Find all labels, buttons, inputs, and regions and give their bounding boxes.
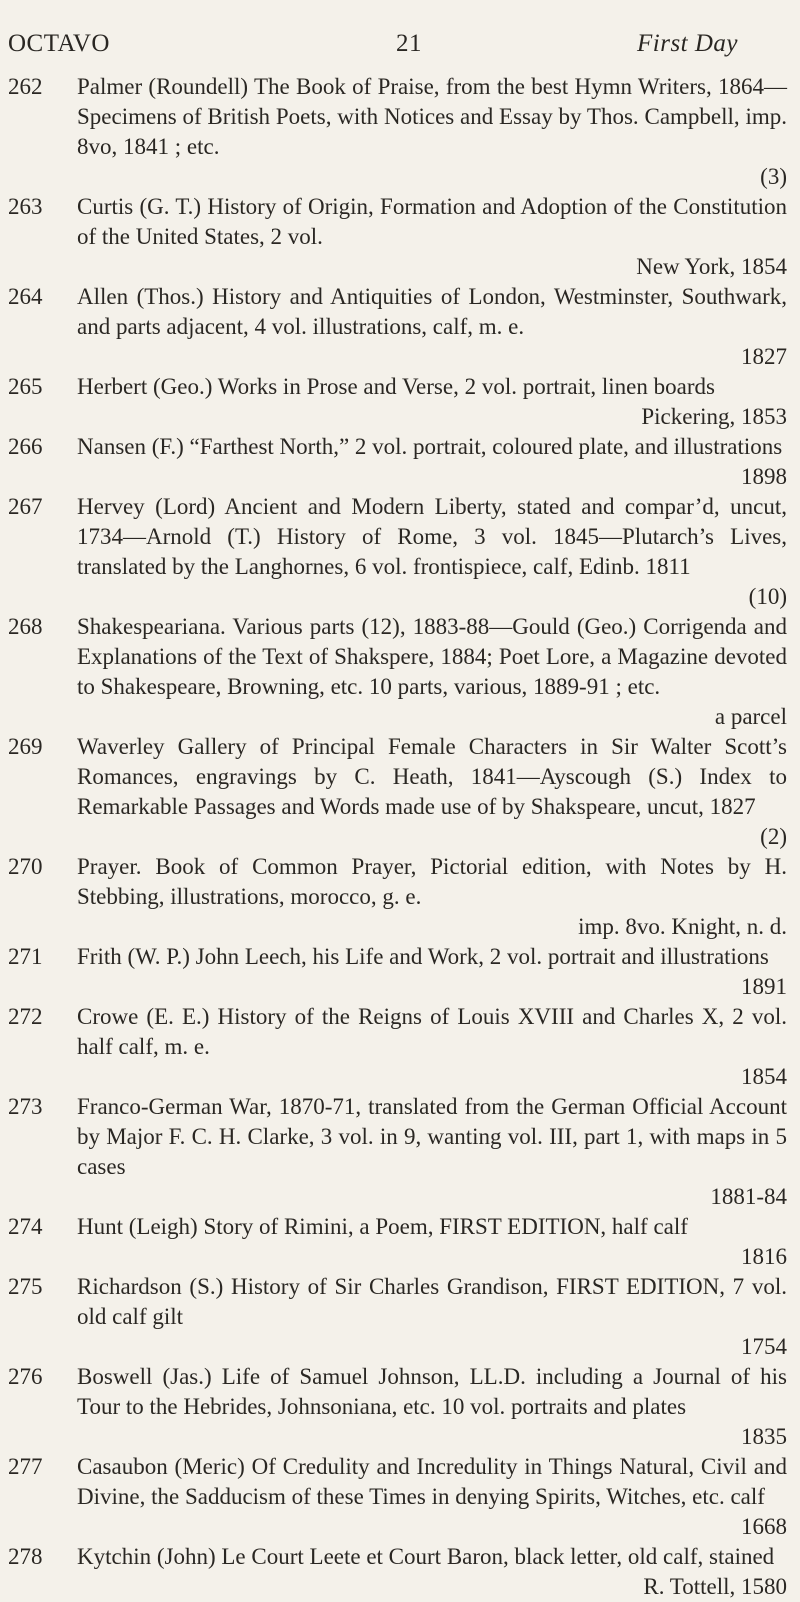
lot-description-text: Boswell (Jas.) Life of Samuel Johnson, LL.D. including a Journal of his Tour to the Hebrides, Johnsoniana, etc. 10 vol. portraits and plates	[77, 1364, 787, 1419]
lot-description-text: Crowe (E. E.) History of the Reigns of Louis XVIII and Charles X, 2 vol. half calf, m. e.	[77, 1004, 787, 1059]
header-day: First Day	[637, 30, 739, 57]
lot-description	[77, 1272, 787, 1362]
lot-description	[77, 732, 787, 852]
lot-entry	[0, 1452, 800, 1542]
lot-entry	[0, 942, 800, 1002]
lot-description	[77, 1092, 787, 1212]
lot-description-text: Hervey (Lord) Ancient and Modern Liberty, stated and compar’d, uncut, 1734—Arnold (T.) History of Rome, 3 vol. 1845—Plutarch’s Lives, translated by the Langhornes, 6 vol. frontispiece, calf, Edinb. 1811	[77, 494, 787, 579]
lot-description	[77, 1452, 787, 1542]
lot-date-or-count: 1898	[741, 464, 787, 489]
lot-number: 266	[8, 434, 43, 459]
lot-date-or-count: 1668	[741, 1514, 787, 1539]
lot-date-or-count: a parcel	[714, 704, 787, 729]
lot-number: 271	[8, 944, 43, 969]
page-number: 21	[396, 30, 422, 57]
lot-number: 275	[8, 1274, 43, 1299]
lot-date-or-count: (10)	[748, 584, 787, 609]
lot-date-or-count: R. Tottell, 1580	[643, 1574, 787, 1599]
lot-description	[77, 852, 787, 942]
lot-number: 276	[8, 1364, 43, 1389]
lot-entry	[0, 732, 800, 852]
lot-description-text: Herbert (Geo.) Works in Prose and Verse, 2 vol. portrait, linen boards	[77, 374, 715, 399]
lot-entry	[0, 192, 800, 282]
lot-description	[77, 1212, 787, 1272]
lot-description-text: Allen (Thos.) History and Antiquities of London, Westminster, Southwark, and parts adjacent, 4 vol. illustrations, calf, m. e.	[77, 284, 787, 339]
lot-number: 274	[8, 1214, 43, 1239]
lot-description-text: Curtis (G. T.) History of Origin, Formation and Adoption of the Constitution of the United States, 2 vol.	[77, 194, 787, 249]
lot-date-or-count: 1835	[741, 1424, 787, 1449]
lot-number: 262	[8, 74, 43, 99]
lot-description-text: Franco-German War, 1870-71, translated from the German Official Account by Major F. C. H. Clarke, 3 vol. in 9, wanting vol. III, part 1, with maps in 5 cases	[77, 1094, 787, 1179]
lot-number: 267	[8, 494, 43, 519]
lot-description	[77, 372, 787, 432]
lot-description	[77, 1002, 787, 1092]
lot-description	[77, 282, 787, 372]
lot-description	[77, 192, 787, 282]
lot-description-text: Waverley Gallery of Principal Female Characters in Sir Walter Scott’s Romances, engravings by C. Heath, 1841—Ayscough (S.) Index to Remarkable Passages and Words made use of by Shakspeare, uncut, 1827	[77, 734, 787, 819]
lot-entry	[0, 492, 800, 612]
lot-entry	[0, 1002, 800, 1092]
lot-description-text: Kytchin (John) Le Court Leete et Court Baron, black letter, old calf, stained	[77, 1544, 775, 1569]
lot-entry	[0, 72, 800, 192]
lot-entry	[0, 432, 800, 492]
lot-number: 278	[8, 1544, 43, 1569]
lot-description	[77, 612, 787, 732]
lot-number: 268	[8, 614, 43, 639]
lot-entry	[0, 612, 800, 732]
lot-date-or-count: (2)	[760, 824, 787, 849]
lot-date-or-count: 1891	[741, 974, 787, 999]
page-header	[0, 30, 800, 70]
lot-entry	[0, 372, 800, 432]
lot-date-or-count: Pickering, 1853	[641, 404, 787, 429]
lot-description-text: Nansen (F.) “Farthest North,” 2 vol. portrait, coloured plate, and illustrations	[77, 434, 783, 459]
lot-entry	[0, 1092, 800, 1212]
lot-description-text: Palmer (Roundell) The Book of Praise, from the best Hymn Writers, 1864—Specimens of British Poets, with Notices and Essay by Thos. Campbell, imp. 8vo, 1841 ; etc.	[77, 74, 787, 159]
lot-number: 272	[8, 1004, 43, 1029]
lot-description-text: Shakespeariana. Various parts (12), 1883-88—Gould (Geo.) Corrigenda and Explanations of the Text of Shakspere, 1884; Poet Lore, a Magazine devoted to Shakespeare, Browning, etc. 10 parts, various, 1889-91 ; etc.	[77, 614, 787, 699]
lot-date-or-count: imp. 8vo. Knight, n. d.	[578, 914, 787, 939]
lot-description-text: Prayer. Book of Common Prayer, Pictorial edition, with Notes by H. Stebbing, illustrations, morocco, g. e.	[77, 854, 787, 909]
lot-date-or-count: (3)	[760, 164, 787, 189]
lot-number: 265	[8, 374, 43, 399]
lot-entry	[0, 852, 800, 942]
lot-date-or-count: 1854	[741, 1064, 787, 1089]
lot-date-or-count: 1754	[741, 1334, 787, 1359]
lot-number: 269	[8, 734, 43, 759]
lot-number: 263	[8, 194, 43, 219]
lot-entry	[0, 1542, 800, 1602]
lot-date-or-count: 1881-84	[710, 1184, 787, 1209]
lot-description	[77, 72, 787, 192]
lot-description	[77, 1362, 787, 1452]
lot-entry	[0, 282, 800, 372]
lot-date-or-count: New York, 1854	[636, 254, 787, 279]
lot-list	[0, 72, 800, 1602]
lot-description-text: Richardson (S.) History of Sir Charles Grandison, FIRST EDITION, 7 vol. old calf gilt	[77, 1274, 787, 1329]
header-format: OCTAVO	[8, 30, 110, 57]
lot-entry	[0, 1362, 800, 1452]
lot-description	[77, 1542, 787, 1602]
lot-description-text: Casaubon (Meric) Of Credulity and Incredulity in Things Natural, Civil and Divine, the Sadducism of these Times in denying Spirits, Witches, etc. calf	[77, 1454, 787, 1509]
lot-entry	[0, 1272, 800, 1362]
lot-number: 270	[8, 854, 43, 879]
lot-date-or-count: 1816	[741, 1244, 787, 1269]
lot-description	[77, 942, 787, 1002]
lot-description	[77, 432, 787, 492]
lot-date-or-count: 1827	[741, 344, 787, 369]
lot-number: 273	[8, 1094, 43, 1119]
lot-entry	[0, 1212, 800, 1272]
lot-number: 264	[8, 284, 43, 309]
lot-description	[77, 492, 787, 612]
lot-description-text: Hunt (Leigh) Story of Rimini, a Poem, FIRST EDITION, half calf	[77, 1214, 688, 1239]
lot-number: 277	[8, 1454, 43, 1479]
lot-description-text: Frith (W. P.) John Leech, his Life and Work, 2 vol. portrait and illustrations	[77, 944, 769, 969]
